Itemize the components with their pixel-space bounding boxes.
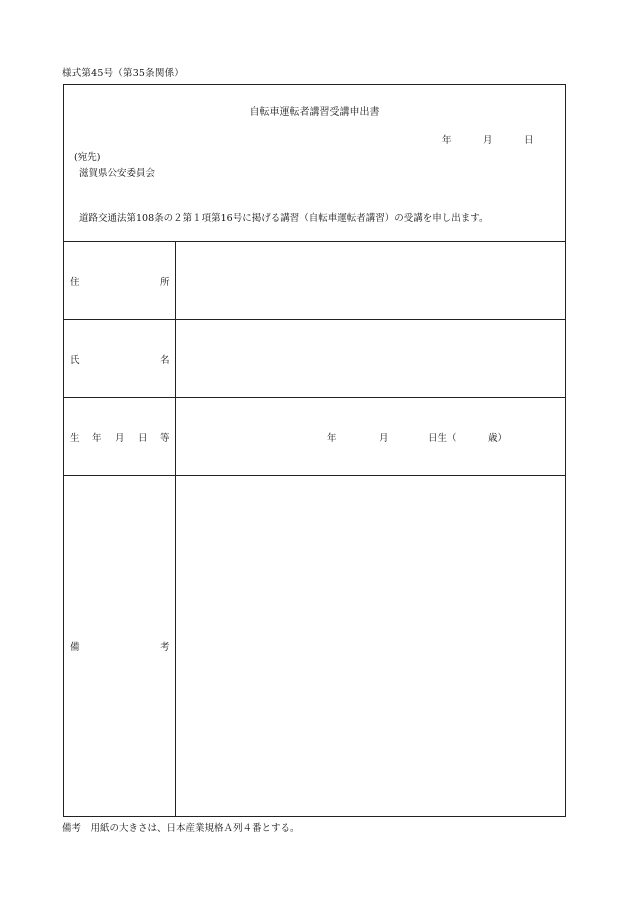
birth-day-label: 日生（: [428, 432, 457, 444]
birthdate-label-char-1: 生: [70, 432, 80, 444]
remarks-row: [64, 476, 565, 816]
remarks-label-char-1: 備: [70, 642, 80, 653]
address-row: [64, 242, 565, 320]
birthdate-label-char-3: 月: [115, 432, 125, 444]
date-year-label: 年: [442, 135, 452, 146]
address-field[interactable]: [176, 242, 565, 319]
form-header: [64, 85, 565, 242]
application-statement: 道路交通法第108条の２第１項第16号に掲げる講習（自転車運転者講習）の受講を申し出ます。: [79, 213, 489, 224]
remarks-label-char-2: 考: [160, 642, 170, 653]
name-label-cell: [64, 320, 176, 397]
address-label-char-2: 所: [160, 276, 170, 288]
address-label-char-1: 住: [70, 276, 80, 288]
addressee-prefix: (宛先): [74, 152, 101, 163]
date-month-label: 月: [483, 135, 493, 146]
birthdate-label-char-4: 日: [138, 432, 148, 444]
application-form: [63, 84, 566, 817]
remarks-label-cell: [64, 476, 176, 816]
birth-month-label: 月: [379, 432, 389, 444]
birthdate-label-cell: [64, 398, 176, 475]
birthdate-field[interactable]: [176, 398, 565, 475]
name-row: [64, 320, 565, 398]
form-title: 自転車運転者講習受講申出書: [249, 107, 380, 118]
date-day-label: 日: [524, 135, 534, 146]
name-label-char-2: 名: [160, 354, 170, 366]
birthdate-label-char-2: 年: [92, 432, 102, 444]
birthdate-label-char-5: 等: [160, 432, 170, 444]
name-field[interactable]: [176, 320, 565, 397]
age-label: 歳）: [488, 432, 508, 444]
birth-year-label: 年: [327, 432, 337, 444]
birthdate-row: [64, 398, 565, 476]
addressee: 滋賀県公安委員会: [79, 168, 156, 179]
address-label-cell: [64, 242, 176, 319]
footer-note: 備考 用紙の大きさは、日本産業規格Ａ列４番とする。: [62, 823, 300, 834]
form-number: 様式第45号（第35条関係）: [62, 68, 184, 79]
name-label-char-1: 氏: [70, 354, 80, 366]
remarks-field[interactable]: [176, 476, 565, 816]
